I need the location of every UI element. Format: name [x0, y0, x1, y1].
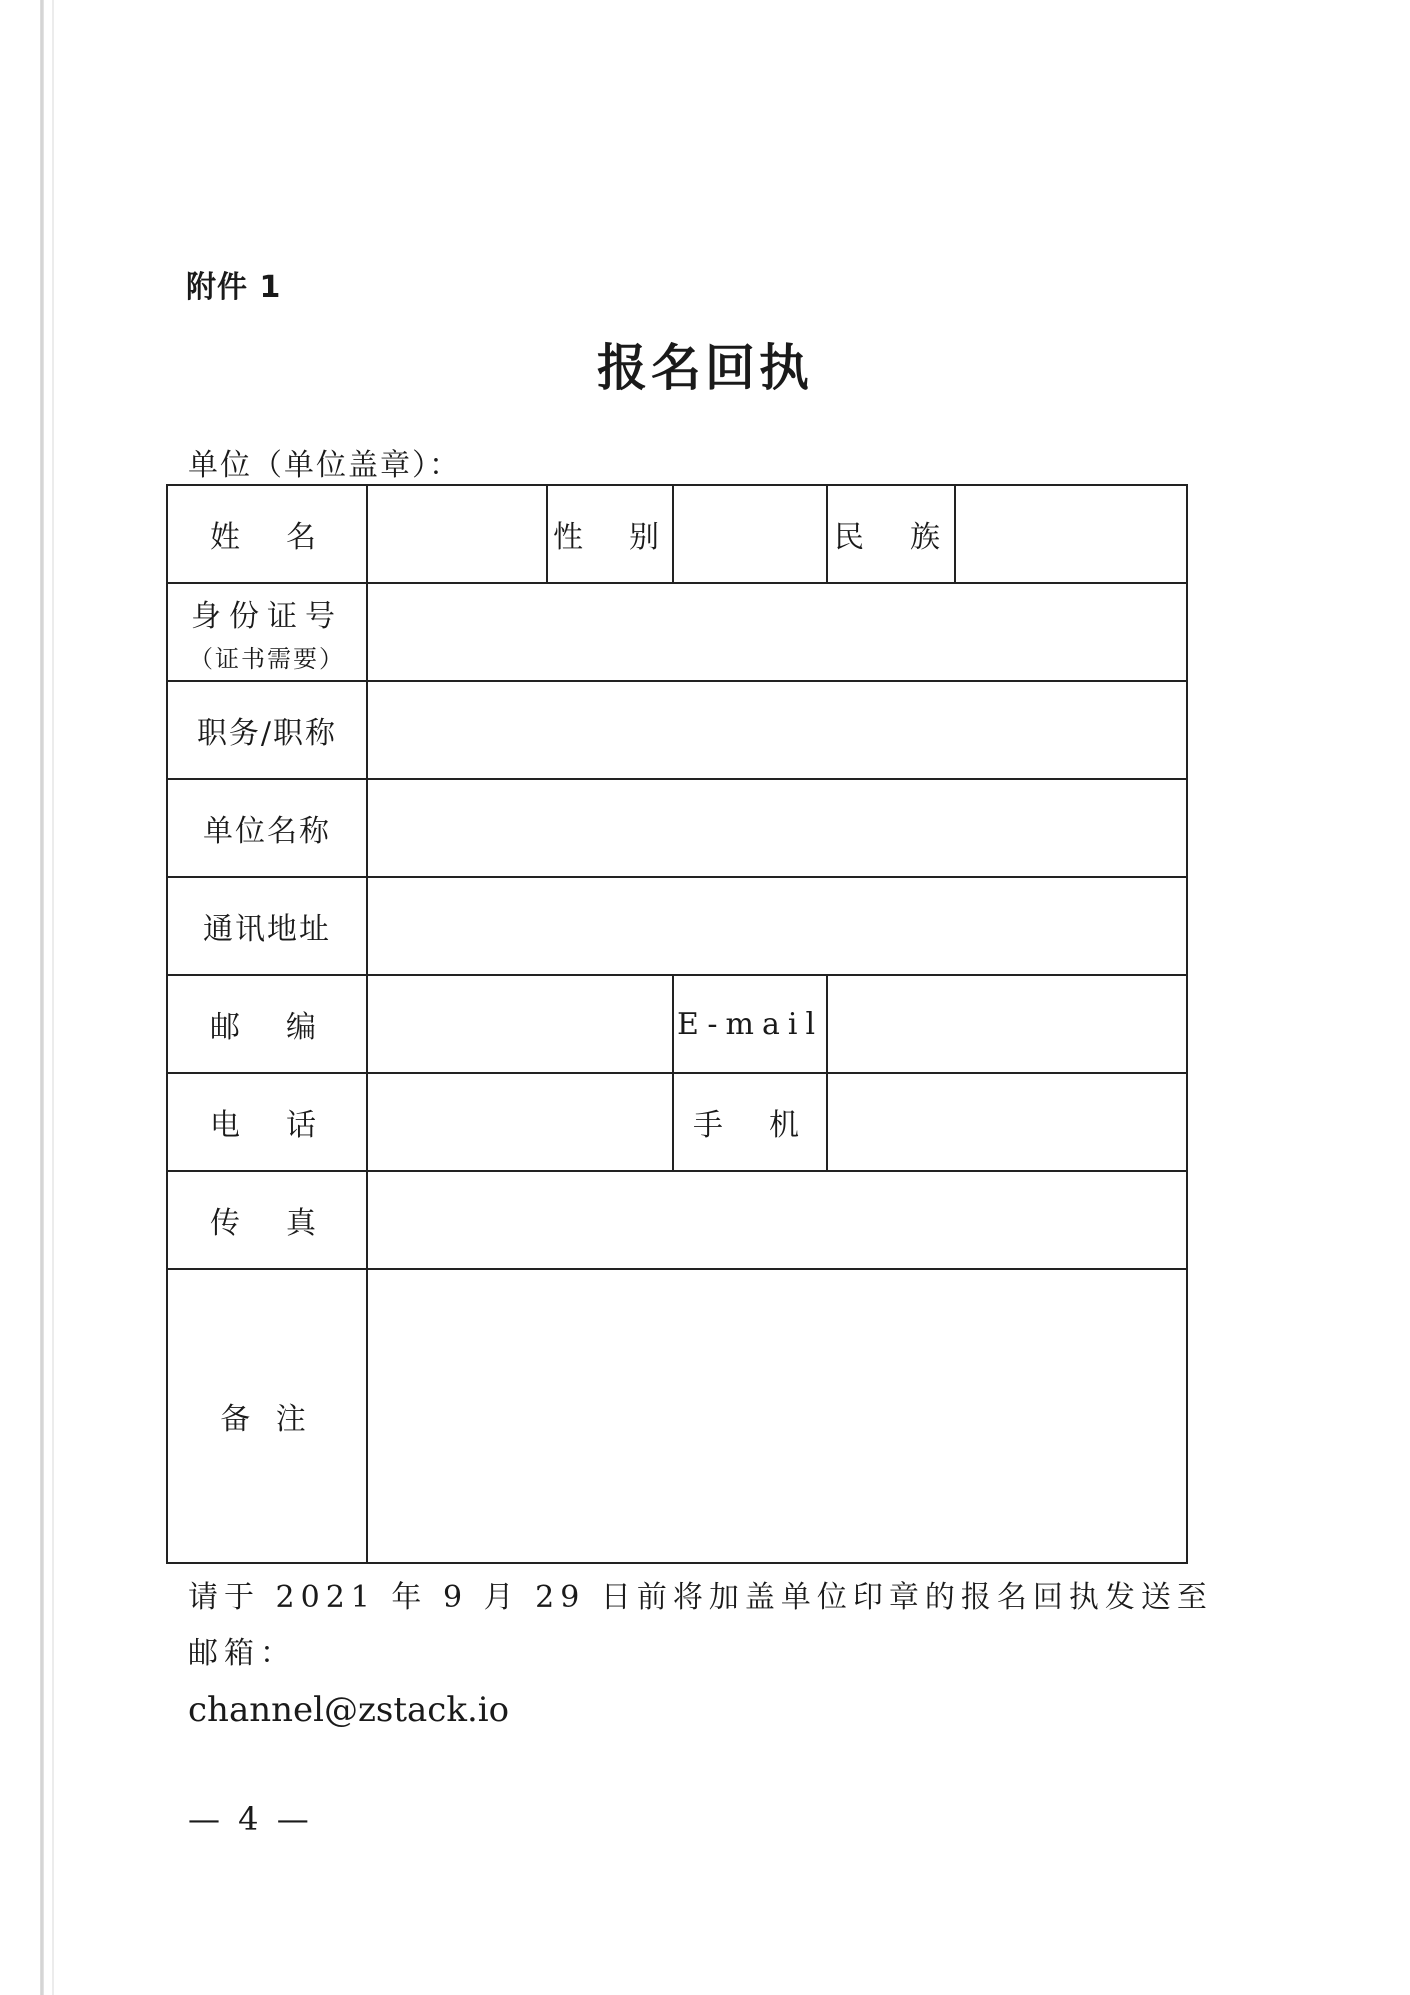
phone-label: 电 话	[167, 1073, 367, 1171]
scan-edge	[40, 0, 44, 1995]
id-label: 身份证号	[191, 598, 343, 634]
address-field[interactable]	[367, 877, 1187, 975]
id-sublabel: （证书需要）	[189, 644, 345, 673]
ethnicity-field[interactable]	[955, 485, 1187, 583]
page-number: — 4 —	[188, 1800, 313, 1838]
row-postcode	[167, 975, 1187, 1073]
gender-field[interactable]	[673, 485, 827, 583]
page-title: 报名回执	[597, 338, 813, 397]
attachment-label: 附件 1	[186, 270, 282, 305]
org-field[interactable]	[367, 779, 1187, 877]
remarks-field[interactable]	[367, 1269, 1187, 1563]
scan-edge-line	[52, 0, 54, 1995]
row-remarks	[167, 1269, 1187, 1563]
name-label: 姓 名	[167, 485, 367, 583]
remarks-label: 备 注	[167, 1269, 367, 1563]
phone-field[interactable]	[367, 1073, 673, 1171]
mobile-field[interactable]	[827, 1073, 1187, 1171]
gender-label: 性 别	[547, 485, 673, 583]
postcode-label: 邮 编	[167, 975, 367, 1073]
position-label: 职务/职称	[167, 681, 367, 779]
id-label-cell	[167, 583, 367, 681]
org-label: 单位名称	[167, 779, 367, 877]
mobile-label: 手 机	[673, 1073, 827, 1171]
submission-note	[188, 1570, 1218, 1738]
name-field[interactable]	[367, 485, 547, 583]
row-position	[167, 681, 1187, 779]
row-org	[167, 779, 1187, 877]
email-label: E-mail	[673, 975, 827, 1073]
contact-email[interactable]: channel@zstack.io	[188, 1690, 510, 1730]
fax-label: 传 真	[167, 1171, 367, 1269]
row-phone	[167, 1073, 1187, 1171]
row-name	[167, 485, 1187, 583]
id-field[interactable]	[367, 583, 1187, 681]
address-label: 通讯地址	[167, 877, 367, 975]
note-text: 请于 2021 年 9 月 29 日前将加盖单位印章的报名回执发送至邮箱：	[188, 1580, 1213, 1671]
row-fax	[167, 1171, 1187, 1269]
position-field[interactable]	[367, 681, 1187, 779]
email-field[interactable]	[827, 975, 1187, 1073]
postcode-field[interactable]	[367, 975, 673, 1073]
row-address	[167, 877, 1187, 975]
unit-line: 单位（单位盖章）：	[188, 448, 461, 483]
row-id	[167, 583, 1187, 681]
fax-field[interactable]	[367, 1171, 1187, 1269]
registration-form	[166, 484, 1188, 1564]
ethnicity-label: 民 族	[827, 485, 955, 583]
